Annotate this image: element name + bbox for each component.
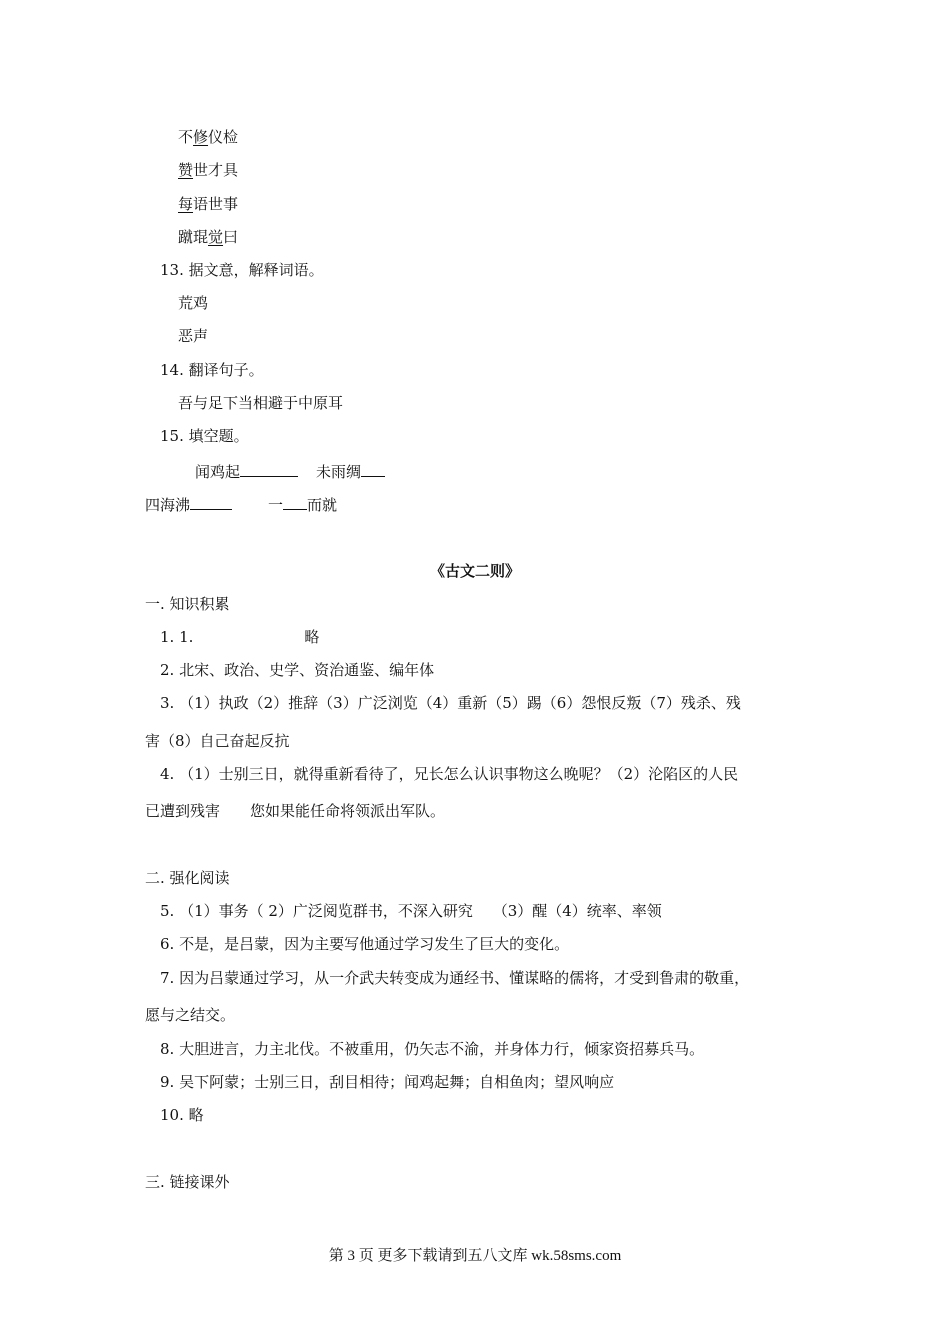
answer-1: 1. 1. 略 (160, 628, 320, 646)
section-heading-2: 二. 强化阅读 (145, 869, 230, 887)
answer-2: 2. 北宋、政治、史学、资治通鉴、编年体 (160, 661, 435, 679)
answer-6: 6. 不是，是吕蒙，因为主要写他通过学习发生了巨大的变化。 (160, 935, 570, 953)
question-14: 14. 翻译句子。 (160, 361, 264, 379)
answer-3-line-1: 3. （1）执政（2）推辞（3）广泛浏览（4）重新（5）踢（6）怨恨反叛（7）残杀、残 (160, 694, 741, 712)
answer-9: 9. 吴下阿蒙；士别三日，刮目相待；闻鸡起舞；自相鱼肉；望风响应 (160, 1073, 615, 1091)
fill-blank (361, 460, 385, 477)
answer-8: 8. 大胆进言，力主北伐。不被重用，仍矢志不渝，并身体力行，倾家资招募兵马。 (160, 1040, 705, 1058)
term-2: 恶声 (178, 327, 209, 345)
underlined-char: 觉 (208, 228, 224, 246)
section-title: 《古文二则》 (429, 562, 520, 580)
answer-3-line-2: 害（8）自己奋起反抗 (145, 732, 290, 750)
answer-10: 10. 略 (160, 1106, 204, 1124)
section-heading-1: 一. 知识积累 (145, 595, 230, 613)
fill-row-2: 四海沸 一 而就 (145, 493, 337, 515)
fill-blank (240, 460, 298, 477)
term-1: 荒鸡 (178, 294, 209, 312)
answer-4-line-1: 4. （1）士别三日，就得重新看待了，兄长怎么认识事物这么晚呢？（2）沦陷区的人民 (160, 765, 739, 783)
word-item-3: 每语世事 (178, 195, 239, 213)
fill-blank (190, 493, 232, 510)
underlined-char: 赞 (178, 161, 194, 179)
answer-5: 5. （1）事务（ 2）广泛阅览群书，不深入研究 （3）醒（4）统率、率领 (160, 902, 662, 920)
answer-7-line-1: 7. 因为吕蒙通过学习，从一介武夫转变成为通经书、懂谋略的儒将，才受到鲁肃的敬重， (160, 969, 750, 987)
page-footer: 第 3 页 更多下载请到五八文库 wk.58sms.com (328, 1248, 622, 1264)
answer-7-line-2: 愿与之结交。 (145, 1006, 236, 1024)
answer-4-line-2: 已遭到残害 您如果能任命将领派出军队。 (145, 802, 446, 820)
section-heading-3: 三. 链接课外 (145, 1173, 230, 1191)
underlined-char: 每 (178, 195, 194, 213)
fill-row-1: 闻鸡起 未雨绸 (195, 460, 385, 482)
word-item-1: 不修仪检 (178, 128, 239, 146)
word-item-2: 赞世才具 (178, 161, 239, 179)
question-13: 13. 据文意，解释词语。 (160, 261, 324, 279)
question-15: 15. 填空题。 (160, 427, 249, 445)
underlined-char: 修 (193, 128, 209, 146)
word-item-4: 蹴琨觉曰 (178, 228, 239, 246)
sentence-to-translate: 吾与足下当相避于中原耳 (178, 394, 344, 412)
fill-blank (283, 493, 307, 510)
